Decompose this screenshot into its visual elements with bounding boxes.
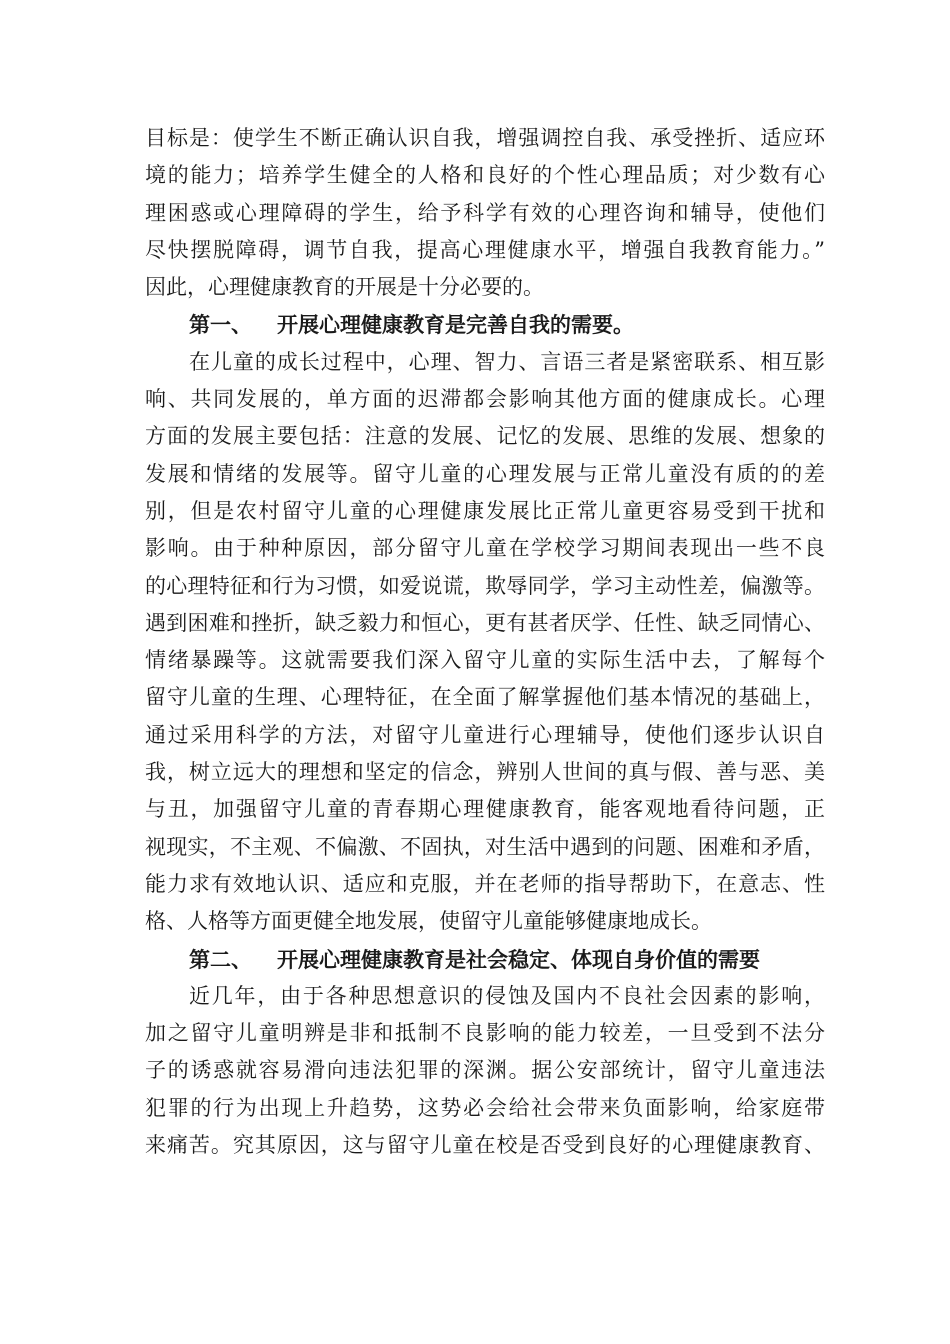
paragraph-line: 影响。由于种种原因，部分留守儿童在学校学习期间表现出一些不良: [145, 536, 825, 561]
paragraph-line: 犯罪的行为出现上升趋势，这势必会给社会带来负面影响，给家庭带: [145, 1095, 825, 1120]
paragraph-line: 的心理特征和行为习惯，如爱说谎，欺辱同学，学习主动性差，偏激等。: [145, 573, 825, 598]
section-title: 开展心理健康教育是完善自我的需要。: [277, 312, 634, 338]
paragraph-line: 别，但是农村留守儿童的心理健康发展比正常儿童更容易受到干扰和: [145, 498, 825, 523]
paragraph-line: 我，树立远大的理想和坚定的信念，辨别人世间的真与假、善与恶、美: [145, 760, 825, 785]
paragraph-line: 情绪暴躁等。这就需要我们深入留守儿童的实际生活中去，了解每个: [145, 648, 825, 673]
section-heading: [145, 941, 825, 978]
paragraph-line: 近几年，由于各种思想意识的侵蚀及国内不良社会因素的影响，: [189, 983, 825, 1008]
paragraph-line: 方面的发展主要包括：注意的发展、记忆的发展、思维的发展、想象的: [145, 424, 825, 449]
section-heading: [145, 306, 825, 343]
paragraph-line: 境的能力；培养学生健全的人格和良好的个性心理品质；对少数有心: [145, 163, 825, 188]
paragraph-line: 来痛苦。究其原因，这与留守儿童在校是否受到良好的心理健康教育、: [145, 1133, 825, 1158]
paragraph-line: 子的诱惑就容易滑向违法犯罪的深渊。据公安部统计，留守儿童违法: [145, 1058, 825, 1083]
paragraph-line: 留守儿童的生理、心理特征，在全面了解掌握他们基本情况的基础上，: [145, 685, 825, 710]
paragraph-line: 通过采用科学的方法，对留守儿童进行心理辅导，使他们逐步认识自: [145, 722, 825, 747]
paragraph-line: 发展和情绪的发展等。留守儿童的心理发展与正常儿童没有质的的差: [145, 461, 825, 486]
paragraph-line: 目标是：使学生不断正确认识自我，增强调控自我、承受挫折、适应环: [145, 126, 825, 150]
paragraph-line: 加之留守儿童明辨是非和抵制不良影响的能力较差，一旦受到不法分: [145, 1021, 825, 1046]
paragraph-line: 视现实，不主观、不偏激、不固执，对生活中遇到的问题、困难和矛盾，: [145, 834, 825, 859]
paragraph-line: 理困惑或心理障碍的学生，给予科学有效的心理咨询和辅导，使他们: [145, 200, 825, 225]
section-number: 第一、: [189, 312, 252, 338]
paragraph-line: 格、人格等方面更健全地发展，使留守儿童能够健康地成长。: [145, 909, 712, 934]
paragraph-line: 尽快摆脱障碍，调节自我，提高心理健康水平，增强自我教育能力。”: [145, 237, 825, 262]
document-body: [145, 120, 825, 1164]
paragraph-line: 因此，心理健康教育的开展是十分必要的。: [145, 275, 544, 300]
paragraph-line: 遇到困难和挫折，缺乏毅力和恒心，更有甚者厌学、任性、缺乏同情心、: [145, 610, 825, 635]
section-title: 开展心理健康教育是社会稳定、体现自身价值的需要: [277, 946, 760, 972]
paragraph-line: 在儿童的成长过程中，心理、智力、言语三者是紧密联系、相互影: [189, 349, 825, 374]
paragraph-line: 与丑，加强留守儿童的青春期心理健康教育，能客观地看待问题，正: [145, 797, 825, 822]
paragraph-line: 能力求有效地认识、适应和克服，并在老师的指导帮助下，在意志、性: [145, 871, 825, 896]
section-number: 第二、: [189, 946, 252, 972]
paragraph-line: 响、共同发展的，单方面的迟滞都会影响其他方面的健康成长。心理: [145, 387, 825, 412]
